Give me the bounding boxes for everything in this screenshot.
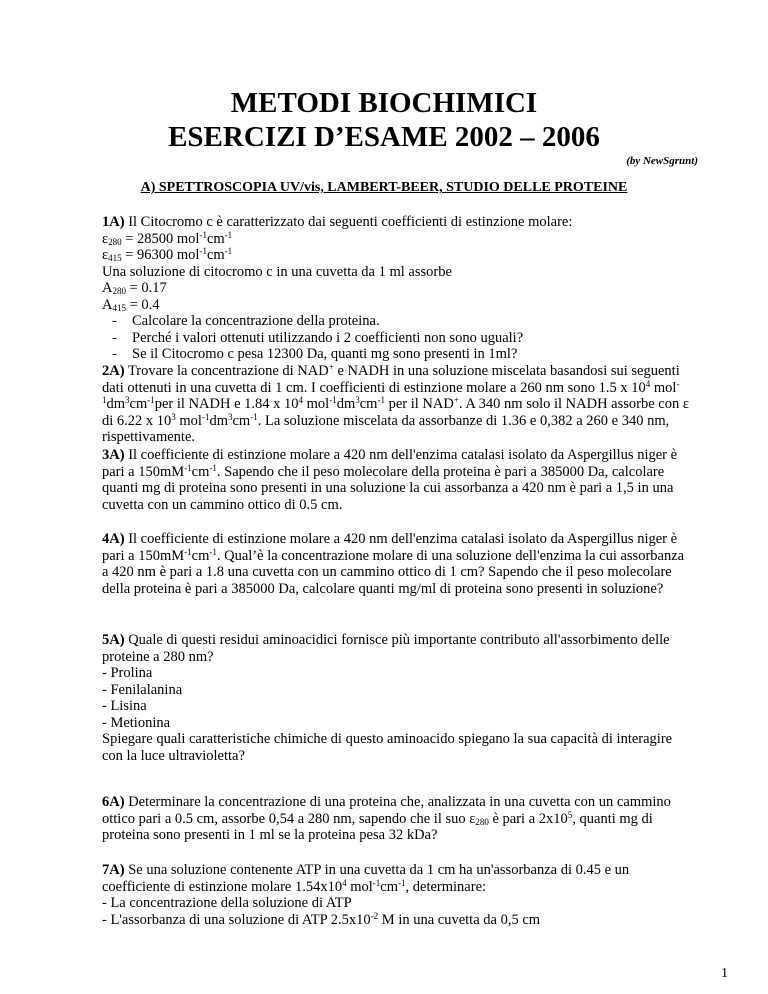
exercise-2a: [102, 363, 692, 446]
exercise-4a-text: 4A) Il coefficiente di estinzione molare a 420 nm dell'enzima catalasi isolato da Aspergillus niger è pari a $150mM^{-1}cm^{-1}$. Qual’è la concentrazione molare di una soluzione dell'enzima la cui assorbanza a 420 nm è pari a 1.8 una cuvetta con un cammino ottico di 1 cm? Sapendo che il peso molecolare della proteina è pari a 385000 Da, calcolare quanti mg/ml di proteina sono presenti in soluzione?: [102, 531, 685, 597]
question-item: - Calcolare la concentrazione della proteina.: [112, 313, 380, 329]
exercise-label: 4A): [102, 531, 125, 547]
question-item: - Perché i valori ottenuti utilizzando i 2 coefficienti non sono uguali?: [112, 329, 524, 346]
exercise-label: 6A): [102, 794, 125, 810]
exercise-label: 7A): [102, 862, 125, 878]
exercise-7a-item: - La concentrazione della soluzione di ATP: [102, 895, 352, 911]
exercise-label: 5A): [102, 632, 125, 648]
exercise-7a-text: 7A) Se una soluzione contenente ATP in una cuvetta da 1 cm ha un'assorbanza di 0.45 e un coefficiente di estinzione molare $1.54x10^4$ $mol^{-1}cm^{-1}$, determinare:: [102, 862, 630, 895]
document-subtitle: ESERCIZI D’ESAME 2002 – 2006: [168, 121, 600, 153]
option-item: - Lisina: [102, 698, 147, 714]
a280-line: $A_{280} = 0.17$: [102, 280, 167, 296]
exercise-5a: [102, 632, 692, 764]
exercise-2a-text: 2A) Trovare la concentrazione di NAD+ e NADH in una soluzione miscelata basandosi sui seguenti dati ottenuti in una cuvetta di 1 cm. I coefficienti di estinzione molare a 260 nm sono 1.5 x $10^4$ $mol^{-1}dm^3cm^{-1}per$ il NADH e 1.84 x $10^4$ $mol^{-1}dm^3cm^{-1}$ per il NAD+. A 340 nm solo il NADH assorbe con ε di 6.22 x $10^3$ $mol^{-1}dm^3cm^{-1}$. La soluzione miscelata da assorbanze di 1.36 e 0,382 a 260 e 340 nm, rispettivamente.: [102, 362, 689, 445]
exercise-6a-text: 6A) Determinare la concentrazione di una proteina che, analizzata in una cuvetta con un cammino ottico pari a 0.5 cm, assorbe 0,54 a 280 nm, sapendo che il suo $\varepsilon_{280}$ è pari a $2x10^5$, quanti mg di proteina sono presenti in 1 ml se la proteina pesa 32 kDa?: [102, 794, 671, 843]
a415-line: $A_{415} = 0.4$: [102, 296, 160, 313]
question-item: - Se il Citocromo c pesa 12300 Da, quanti mg sono presenti in 1ml?: [112, 346, 518, 362]
section-heading: A) SPETTROSCOPIA UV/vis, LAMBERT-BEER, STUDIO DELLE PROTEINE: [140, 180, 628, 195]
exercise-7a: [102, 862, 692, 928]
option-item: - Metionina: [102, 714, 171, 731]
option-item: - Prolina: [102, 665, 153, 681]
exercise-label: 1A): [102, 214, 125, 230]
eps280-line: $\varepsilon_{280} = 28500$ $mol^{-1}cm^{-1}$: [102, 229, 233, 247]
eps415-line: $\varepsilon_{415} = 96300$ $mol^{-1}cm^{-1}$: [102, 246, 233, 263]
exercise-5a-followup: Spiegare quali caratteristiche chimiche di questo aminoacido spiegano la sua capacità di interagire con la luce ultravioletta?: [102, 731, 673, 764]
exercise-3a-text: 3A) Il coefficiente di estinzione molare a 420 nm dell'enzima catalasi isolato da Aspergillus niger è pari a $150mM^{-1}cm^{-1}$. Sapendo che il peso molecolare della proteina è pari a 385000 Da, calcolare quanti mg di proteina sono presenti in una soluzione la cui assorbanza a 420 nm è pari a 1,5 in una cuvetta con un cammino ottico di 0.5 cm.: [102, 447, 678, 513]
exercise-7a-item: - L'assorbanza di una soluzione di ATP $2.5x10^{-2}$ M in una cuvetta da 0,5 cm: [102, 910, 541, 928]
document-title: METODI BIOCHIMICI: [230, 87, 538, 119]
exercise-6a: [102, 794, 692, 844]
exercise-label: 3A): [102, 447, 125, 463]
author-byline: (by NewSgrunt): [626, 155, 698, 167]
exercise-1a: [102, 214, 692, 363]
exercise-1a-intro: 1A) Il Citocromo c è caratterizzato dai seguenti coefficienti di estinzione molare:: [102, 214, 573, 230]
page-number: 1: [721, 966, 728, 981]
exercise-3a: [102, 447, 692, 513]
option-item: - Fenilalanina: [102, 681, 183, 698]
cuvette-line: Una soluzione di citocromo c in una cuvetta da 1 ml assorbe: [102, 263, 452, 280]
exercise-4a: [102, 531, 692, 597]
exercise-5a-question: 5A) Quale di questi residui aminoacidici fornisce più importante contributo all'assorbimento delle proteine a 280 nm?: [102, 632, 670, 665]
exercise-label: 2A): [102, 363, 125, 379]
